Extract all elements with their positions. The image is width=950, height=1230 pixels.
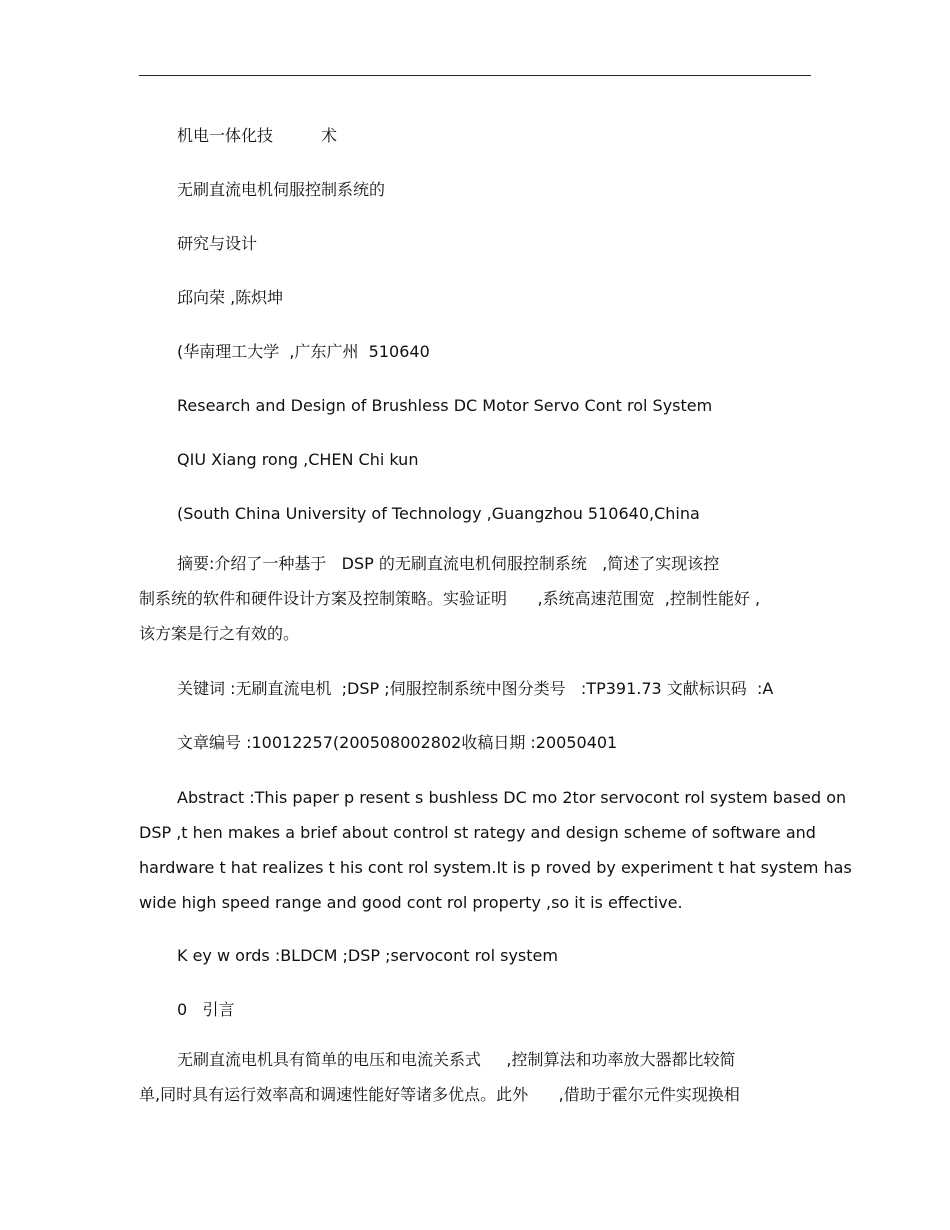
abstract-zh: [139, 554, 824, 659]
affiliation-zh: (华南理工大学 ,广东广州 510640: [177, 342, 430, 361]
intro-paragraph: [139, 1050, 824, 1120]
authors-zh: 邱向荣 ,陈炽坤: [177, 288, 284, 307]
abstract-en: [139, 788, 852, 928]
keywords-zh: 关键词 :无刷直流电机 ;DSP ;伺服控制系统中图分类号 :TP391.73 文献标识码 :A: [177, 679, 774, 698]
abstract-en-line: hardware t hat realizes t his cont rol system.It is p roved by experiment t hat system has: [139, 858, 852, 877]
header-rule: [139, 75, 811, 76]
authors-en: QIU Xiang rong ,CHEN Chi kun: [177, 450, 419, 469]
abstract-zh-line: 摘要:介绍了一种基于 DSP 的无刷直流电机伺服控制系统 ,简述了实现该控: [177, 554, 720, 573]
intro-line: 无刷直流电机具有简单的电压和电流关系式 ,控制算法和功率放大器都比较简: [177, 1050, 736, 1069]
title-zh-line-2: 研究与设计: [177, 234, 258, 253]
abstract-zh-line: 该方案是行之有效的。: [139, 624, 300, 643]
section-header: 机电一体化技 术: [177, 126, 338, 145]
section-heading-introduction: 0 引言: [177, 1000, 235, 1019]
intro-line: 单,同时具有运行效率高和调速性能好等诸多优点。此外 ,借助于霍尔元件实现换相: [139, 1085, 740, 1104]
keywords-en: K ey w ords :BLDCM ;DSP ;servocont rol system: [177, 946, 558, 965]
abstract-en-line: DSP ,t hen makes a brief about control st rategy and design scheme of software and: [139, 823, 816, 842]
abstract-zh-line: 制系统的软件和硬件设计方案及控制策略。实验证明 ,系统高速范围宽 ,控制性能好 ,: [139, 589, 761, 608]
abstract-en-line: Abstract :This paper p resent s bushless DC mo 2tor servocont rol system based on: [177, 788, 847, 807]
title-en: Research and Design of Brushless DC Motor Servo Cont rol System: [177, 396, 713, 415]
article-info: 文章编号 :10012257(200508002802收稿日期 :20050401: [177, 733, 618, 752]
abstract-en-line: wide high speed range and good cont rol property ,so it is effective.: [139, 893, 683, 912]
title-zh-line-1: 无刷直流电机伺服控制系统的: [177, 180, 386, 199]
affiliation-en: (South China University of Technology ,Guangzhou 510640,China: [177, 504, 700, 523]
